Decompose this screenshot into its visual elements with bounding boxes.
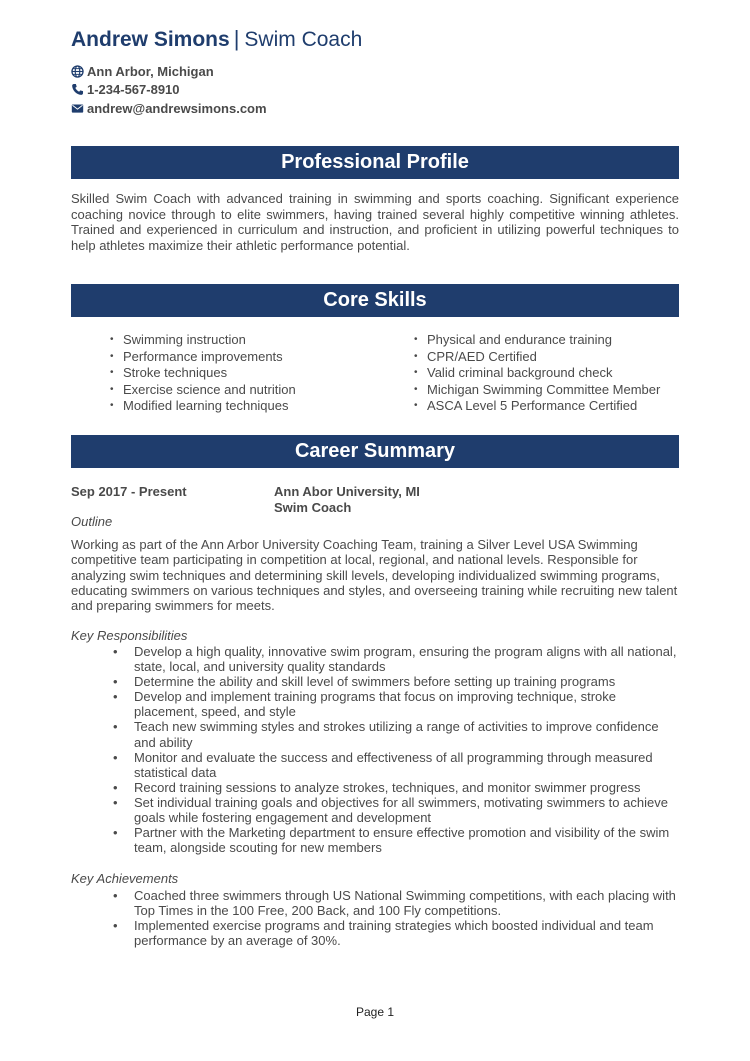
achievements-label: Key Achievements xyxy=(71,871,179,886)
responsibilities-label: Key Responsibilities xyxy=(71,628,188,643)
job-employer-block xyxy=(274,484,420,515)
list-item: • Implemented exercise programs and training strategies which boosted individual and team performance by an average of 30%. xyxy=(134,918,682,948)
resume-header xyxy=(71,26,362,52)
list-item: • Develop and implement training programs that focus on improving technique, stroke placement, speed, and style xyxy=(134,689,682,719)
envelope-icon xyxy=(71,102,84,115)
title-separator: | xyxy=(233,26,240,51)
contact-phone xyxy=(71,81,267,100)
list-item: • Teach new swimming styles and strokes utilizing a range of activities to improve confidence and ability xyxy=(134,719,682,749)
skill-item: • Stroke techniques xyxy=(110,365,296,382)
list-item: • Monitor and evaluate the success and effectiveness of all programming through measured statistical data xyxy=(134,750,682,780)
skills-list-left xyxy=(110,332,296,415)
outline-label: Outline xyxy=(71,514,113,529)
contact-location-text: Ann Arbor, Michigan xyxy=(87,63,214,79)
achievements-list xyxy=(134,888,682,948)
list-item: • Partner with the Marketing department to ensure effective promotion and visibility of the swim team, alongside scouting for new members xyxy=(134,825,682,855)
contact-list xyxy=(71,62,267,118)
skill-item: • Exercise science and nutrition xyxy=(110,382,296,399)
list-item: • Coached three swimmers through US National Swimming competitions, with each placing with Top Times in the 100 Free, 200 Back, and 100 Fly competitions. xyxy=(134,888,682,918)
section-heading-profile: Professional Profile xyxy=(71,146,679,179)
candidate-role: Swim Coach xyxy=(244,28,363,51)
skill-item: • CPR/AED Certified xyxy=(414,349,660,366)
skill-item: • Michigan Swimming Committee Member xyxy=(414,382,660,399)
contact-email xyxy=(71,99,267,118)
list-item: • Determine the ability and skill level of swimmers before setting up training programs xyxy=(134,674,682,689)
list-item: • Develop a high quality, innovative swim program, ensuring the program aligns with all national, state, local, and university quality standards xyxy=(134,644,682,674)
skill-item: • Swimming instruction xyxy=(110,332,296,349)
job-title: Swim Coach xyxy=(274,499,352,515)
section-heading-career: Career Summary xyxy=(71,435,679,468)
contact-location xyxy=(71,62,267,81)
job-outline: Working as part of the Ann Arbor University Coaching Team, training a Silver Level USA Swimming competitive team participating in competition at local, regional, and national levels. Responsible for analyzing swim techniques and determining skill levels, developing individualized swimming programs, educating swimmers on various techniques and styles, and overseeing training while recruiting new talent and preparing swimmers for meets. xyxy=(71,537,678,614)
job-employer: Ann Abor University, MI xyxy=(274,484,420,499)
skills-list-right xyxy=(414,332,660,415)
skill-item: • Modified learning techniques xyxy=(110,398,296,415)
list-item: • Record training sessions to analyze strokes, techniques, and monitor swimmer progress xyxy=(134,780,682,795)
contact-phone-text: 1-234-567-8910 xyxy=(87,82,180,98)
globe-icon xyxy=(71,65,84,78)
skill-item: • Valid criminal background check xyxy=(414,365,660,382)
skill-item: • ASCA Level 5 Performance Certified xyxy=(414,398,660,415)
skill-item: • Performance improvements xyxy=(110,349,296,366)
list-item: • Set individual training goals and objectives for all swimmers, motivating swimmers to achieve goals while fostering engagement and development xyxy=(134,795,682,825)
phone-icon xyxy=(71,83,84,96)
responsibilities-list xyxy=(134,644,682,855)
profile-summary: Skilled Swim Coach with advanced training in swimming and sports coaching. Significant experience coaching novice through to elite swimmers, having trained several highly competitive winning athletes. Trained and experienced in curriculum and instruction, and proficient in utilizing powerful techniques to help athletes maximize their athletic performance potential. xyxy=(71,191,679,253)
candidate-name: Andrew Simons xyxy=(71,28,230,51)
contact-email-text: andrew@andrewsimons.com xyxy=(87,100,267,116)
job-dates: Sep 2017 - Present xyxy=(71,484,187,499)
section-heading-skills: Core Skills xyxy=(71,284,679,317)
skill-item: • Physical and endurance training xyxy=(414,332,660,349)
page-number: Page 1 xyxy=(355,1005,395,1019)
